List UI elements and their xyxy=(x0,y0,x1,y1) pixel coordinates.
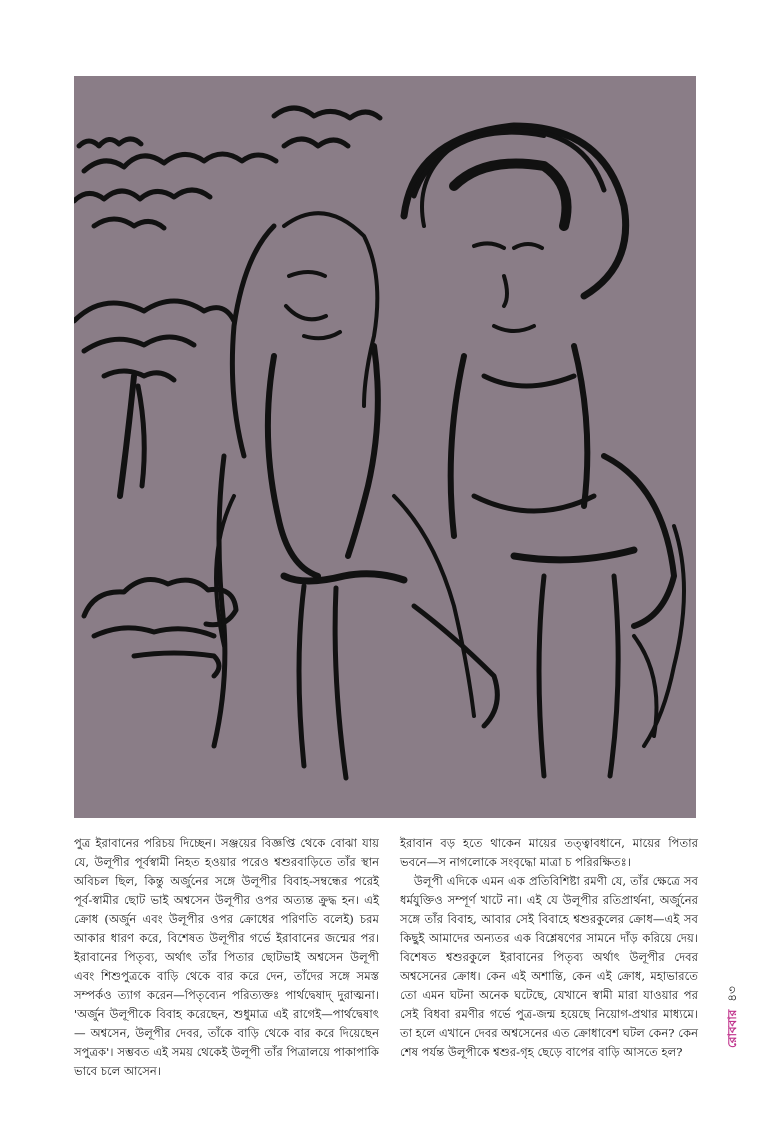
left-figure-strokes xyxy=(214,213,497,778)
magazine-brand: রোববার xyxy=(725,1009,739,1048)
tree-strokes xyxy=(74,108,380,496)
page-footer xyxy=(722,968,742,1048)
article-paragraph: পুত্র ইরাবানের পরিচয় দিচ্ছেন। সঞ্জয়ের বিজ্ঞপ্তি থেকে বোঝা যায় যে, উলূপীর পূর্বস্বামী নিহত হওয়ার পরেও শ্বশুরবাড়িতে তাঁর স্থান অবিচল ছিল, কিন্তু অর্জুনের সঙ্গে উলূপীর বিবাহ-সম্বন্ধের পরেই পূর্ব-স্বামীর ছোট ভাই অশ্বসেন উলূপীর ওপর অত্যন্ত ক্রুদ্ধ হন। এই ক্রোধ (অর্জুন এবং উলূপীর ওপর ক্রোধের পরিণতি বলেই) চরম আকার ধারণ করে, বিশেষত উলূপীর গর্ভে ইরাবানের জন্মের পর। ইরাবানের পিতৃব্য, অর্থাৎ তাঁর পিতার ছোটভাই অশ্বসেন উলূপী এবং শিশুপুত্রকে বাড়ি থেকে বার করে দেন, তাঁদের সঙ্গে সমস্ত সম্পর্কও ত্যাগ করেন—পিতৃব্যেন পরিত্যক্তঃ পার্থদ্বেষাদ্‌ দুরাত্মনা। 'অর্জুন উলূপীকে বিবাহ করেছেন, শুধুমাত্র এই রাগেই—পার্থদ্বেষাৎ— অশ্বসেন, উলূপীর দেবর, তাঁকে বাড়ি থেকে বার করে দিয়েছেন সপুত্রক'। সম্ভবত এই সময় থেকেই উলূপী তাঁর পিত্রালয়ে পাকাপাকি ভাবে চলে আসেন। xyxy=(74,836,379,1078)
page-number: ৪৩ xyxy=(725,986,739,1002)
ink-drawing-two-figures-icon xyxy=(74,76,696,818)
article-column-left xyxy=(74,834,379,1081)
article-column-right xyxy=(400,834,698,1062)
article-paragraph: উলূপী এদিকে এমন এক প্রতিবিশিষ্টা রমণী যে, তাঁর ক্ষেত্রে সব ধর্মযুক্তিও সম্পূর্ণ খাটে না। এই যে উলূপীর রতিপ্রার্থনা, অর্জুনের সঙ্গে তাঁর বিবাহ, আবার সেই বিবাহে শ্বশুরকুলের ক্রোধ—এই সব কিছুই আমাদের অন্যতর এক বিশ্লেষণের সামনে দাঁড় করিয়ে দেয়। বিশেষত শ্বশুরকুলে ইরাবানের পিতৃব্য অর্থাৎ উলূপীর দেবর অশ্বসেনের ক্রোধ। কেন এই অশান্তি, কেন এই ক্রোধ, মহাভারতে তো এমন ঘটনা অনেক ঘটেছে, যেখানে স্বামী মারা যাওয়ার পর সেই বিধবা রমণীর গর্ভে পুত্র-জন্ম হয়েছে নিয়োগ-প্রথার মাধ্যমে। তা হলে এখানে দেবর অশ্বসেনের এত ক্রোধাবেশ ঘটল কেন? কেন শেষ পর্যন্ত উলূপীকে শ্বশুর-গৃহ ছেড়ে বাপের বাড়ি আসতে হল? xyxy=(400,874,698,1059)
bush-strokes xyxy=(84,580,236,677)
illustration-panel xyxy=(74,76,696,818)
article-paragraph: ইরাবান বড় হতে থাকেন মায়ের তত্ত্বাবধানে, মায়ের পিতার ভবনে—স নাগলোকে সংবৃদ্ধো মাত্রা চ পরিরক্ষিতঃ। xyxy=(400,836,698,869)
right-figure-strokes xyxy=(404,126,684,776)
